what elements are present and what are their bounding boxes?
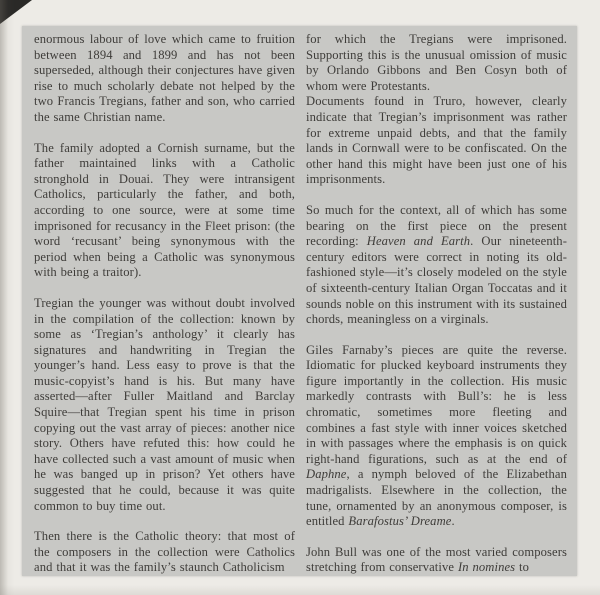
paragraph	[306, 94, 567, 188]
text-panel	[22, 26, 577, 576]
paragraph	[306, 343, 567, 530]
right-text-column	[306, 32, 567, 576]
left-text-column	[34, 32, 295, 576]
paragraph	[306, 545, 567, 576]
paragraph	[34, 296, 295, 514]
page-bottom-shade	[0, 585, 600, 595]
italic-text-run: Barafostus’ Dreame	[348, 514, 452, 529]
italic-text-run: Heaven and Earth	[366, 234, 471, 249]
page-edge-shadow	[0, 0, 18, 595]
text-run: .	[451, 514, 455, 529]
text-run: Tregian the younger was without doubt involved in the compilation of the collection: known by some as ‘Tregian’s anthology’ it clearly has signatures and handwriting in Tregian the younger’s hand. Less easy to prove is that the music-copyist’s hand is his. But many have asserted—after Fuller Maitland and Barclay Squire—that Tregian spent his time in prison copying out the vast array of pieces: another nice story. Others have refuted this: how could he have collected such a vast amount of music when he was banged up in prison? Yet others have suggested that he could, because it was quite common to buy time out.	[34, 295, 295, 513]
text-run: The family adopted a Cornish surname, but the father maintained links with a Catholic stronghold in Douai. They were intransigent Catholics, particularly the father, and both, according to one source, were at some time imprisoned for recusancy in the Fleet prison: (the word ‘recusant’ being synonymous with the period when being a Catholic was synonymous with being a traitor).	[34, 140, 295, 280]
text-run: to	[515, 560, 530, 575]
paragraph	[306, 203, 567, 328]
text-run: Documents found in Truro, however, clearly indicate that Tregian’s imprisonment was rather for extreme unpaid debts, and that the family lands in Cornwall were to be confiscated. On the other hand this might have been just one of his imprisonments.	[306, 94, 567, 187]
text-run: John Bull was one of the most varied composers stretching from conservative	[306, 544, 567, 575]
text-run: So much for the context, all of which has some bearing on the first piece on the present recording:	[306, 202, 567, 249]
text-run: Then there is the Catholic theory: that most of the composers in the collection were Catholics and that it was the family’s staunch Catholicism	[34, 529, 295, 575]
italic-text-run: Daphne	[306, 467, 347, 482]
text-run: , a nymph beloved of the Elizabethan madrigalists. Elsewhere in the collection, the tune, ornamented by an anonymous composer, is entitled	[306, 467, 567, 529]
italic-text-run: In nomines	[457, 560, 516, 575]
text-run: Giles Farnaby’s pieces are quite the reverse. Idiomatic for plucked keyboard instruments they figure importantly in the collection. His music markedly contrasts with Bull’s: he is less chromatic, sometimes more fleeting and combines a fast style with inner voices sketched in with passages where the emphasis is on quick right-hand figurations, such as at the end of	[306, 342, 567, 466]
paragraph	[34, 32, 295, 126]
text-run: for which the Tregians were imprisoned. Supporting this is the unusual omission of music by Orlando Gibbons and Ben Cosyn both of whom were Protestants.	[306, 32, 567, 93]
paragraph	[34, 529, 295, 576]
text-run: . Our nineteenth-century editors were correct in noting its old-fashioned style—it’s closely modeled on the style of sixteenth-century Italian Organ Toccatas and it sounds noble on this instrument with its sustained chords, meaningless on a virginals.	[306, 234, 568, 327]
scan-corner-artifact	[0, 0, 32, 24]
paragraph	[306, 32, 567, 94]
paragraph	[34, 141, 295, 281]
text-run: enormous labour of love which came to fruition between 1894 and 1899 and has not been superseded, although their conjectures have given rise to much scholarly debate not helped by the two Francis Tregians, father and son, who carried the same Christian name.	[34, 32, 295, 124]
